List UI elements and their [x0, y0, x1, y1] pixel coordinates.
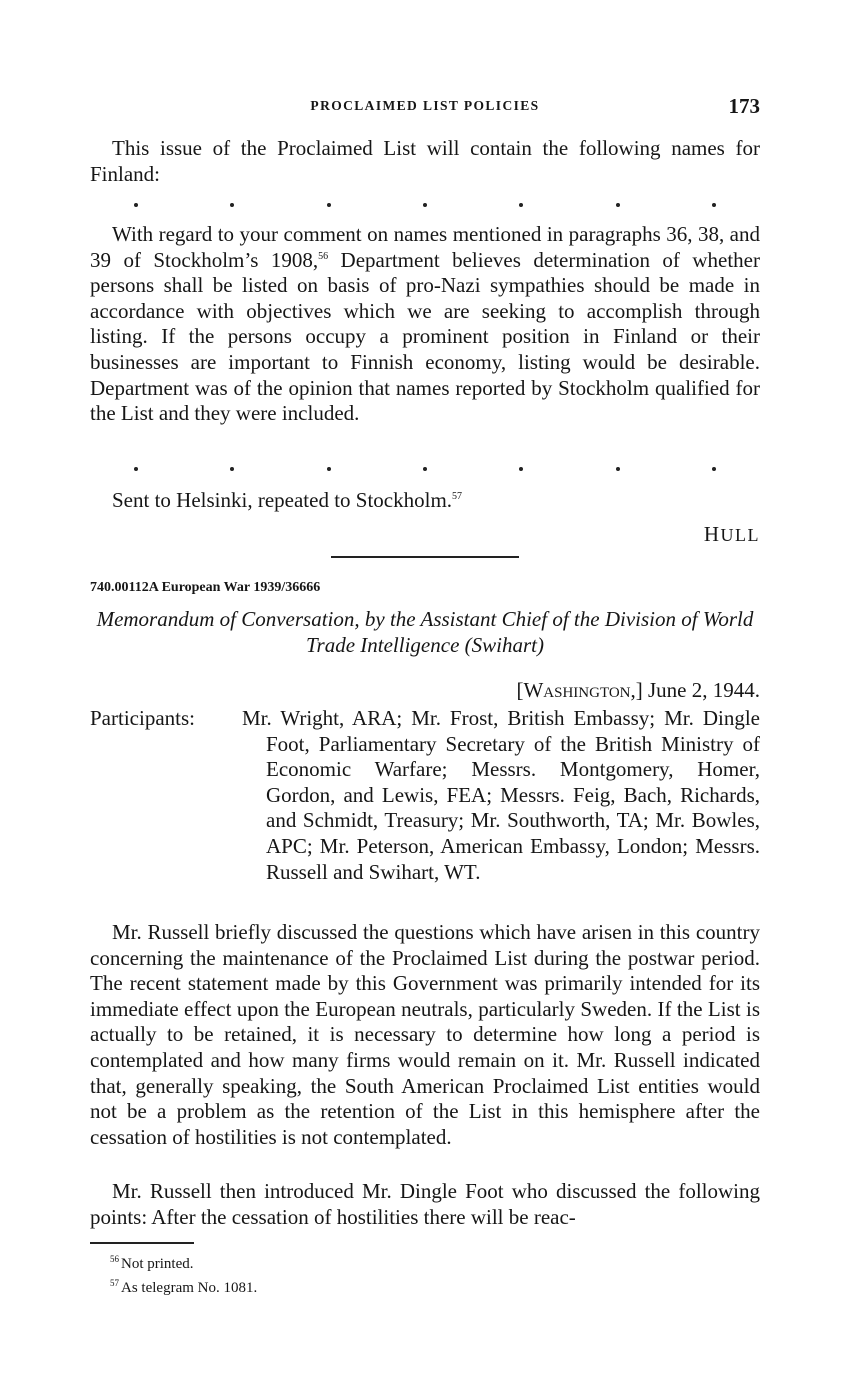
ellipsis-dot [134, 203, 138, 207]
ellipsis-dot [519, 467, 523, 471]
ellipsis-dot [134, 467, 138, 471]
telegram-paragraph-2-text-b: Department believes determination of whether persons shall be listed on basis of pro-Nazi sympathies should be made in accordance with objectives which we are seeking to accomplish through listing. If the persons occupy a prominent position in Finland or their businesses are important to Finnish economy, listing would be desirable. Department was of the opinion that names reported by Stockholm qualified for the List and they were included. [90, 247, 760, 426]
ellipsis-dot [712, 467, 716, 471]
footnote-mark: 56 [110, 1254, 119, 1264]
ellipsis-dot [327, 203, 331, 207]
dateline-date: June 2, 1944. [642, 678, 760, 702]
footnote-mark: 57 [110, 1278, 119, 1288]
memo-paragraph-2: Mr. Russell then introduced Mr. Dingle Foot who discussed the following points: After the cessation of hostilities there will be reac- [90, 1179, 760, 1229]
ellipsis-row-2 [134, 464, 716, 474]
signature [704, 522, 760, 547]
ellipsis-dot [327, 467, 331, 471]
footnote-57 [110, 1274, 257, 1298]
ellipsis-dot [616, 203, 620, 207]
footnote-divider [90, 1242, 194, 1244]
participants-list: Mr. Wright, ARA; Mr. Frost, British Embassy; Mr. Dingle Foot, Parliamentary Secretary of the British Ministry of Economic Warfare; Messrs. Montgomery, Homer, Gordon, and Lewis, FEA; Messrs. Feig, Bach, Richards, and Schmidt, Treasury; Mr. Southworth, TA; Mr. Bowles, APC; Mr. Peterson, American Embassy, London; Messrs. Russell and Swihart, WT. [242, 706, 760, 884]
section-divider [331, 556, 519, 558]
ellipsis-dot [712, 203, 716, 207]
page-number: 173 [728, 94, 760, 118]
footnote-text: Not printed. [121, 1256, 194, 1272]
ellipsis-dot [230, 467, 234, 471]
ellipsis-dot [423, 203, 427, 207]
dateline-place: [Washington,] [516, 678, 643, 702]
signature-rest: ULL [720, 525, 760, 545]
document-heading: Memorandum of Conversation, by the Assistant Chief of the Division of World Trade Intelligence (Swihart) [96, 607, 754, 657]
sent-to-text: Sent to Helsinki, repeated to Stockholm. [112, 488, 453, 512]
file-number: 740.00112A European War 1939/36666 [90, 580, 321, 595]
ellipsis-row-1 [134, 200, 716, 210]
footnote-ref-57: 57 [452, 491, 463, 502]
telegram-paragraph-2 [90, 222, 760, 427]
ellipsis-dot [230, 203, 234, 207]
running-head [90, 94, 760, 120]
ellipsis-dot [423, 467, 427, 471]
telegram-paragraph-1 [90, 136, 760, 187]
footnotes [110, 1250, 257, 1298]
telegram-paragraph-2-text-a: With regard to your comment on names mentioned in paragraphs 36, 38, and 39 of Stockholm’s 1908, [90, 222, 760, 272]
footnote-ref-56: 56 [318, 250, 329, 262]
signature-initial: H [703, 522, 721, 546]
ellipsis-dot [519, 203, 523, 207]
footnote-text: As telegram No. 1081. [121, 1280, 258, 1296]
sent-to-line [90, 488, 760, 514]
ellipsis-dot [616, 467, 620, 471]
memo-paragraph-1: Mr. Russell briefly discussed the questions which have arisen in this country concerning the maintenance of the Proclaimed List during the postwar period. The recent statement made by this Government was primarily intended for its immediate effect upon the European neutrals, particularly Sweden. If the List is actually to be retained, it is necessary to determine how long a period is contemplated and how many firms would remain on it. Mr. Russell indicated that, generally speaking, the South American Proclaimed List entities would not be a problem as the retention of the List in this hemisphere after the cessation of hostilities is not contemplated. [90, 920, 760, 1149]
dateline [516, 678, 760, 703]
participants-label: Participants: [90, 706, 195, 730]
telegram-paragraph-1-text: This issue of the Proclaimed List will contain the following names for Finland: [90, 136, 760, 186]
running-title: PROCLAIMED LIST POLICIES [310, 98, 540, 113]
footnote-56 [110, 1250, 257, 1274]
